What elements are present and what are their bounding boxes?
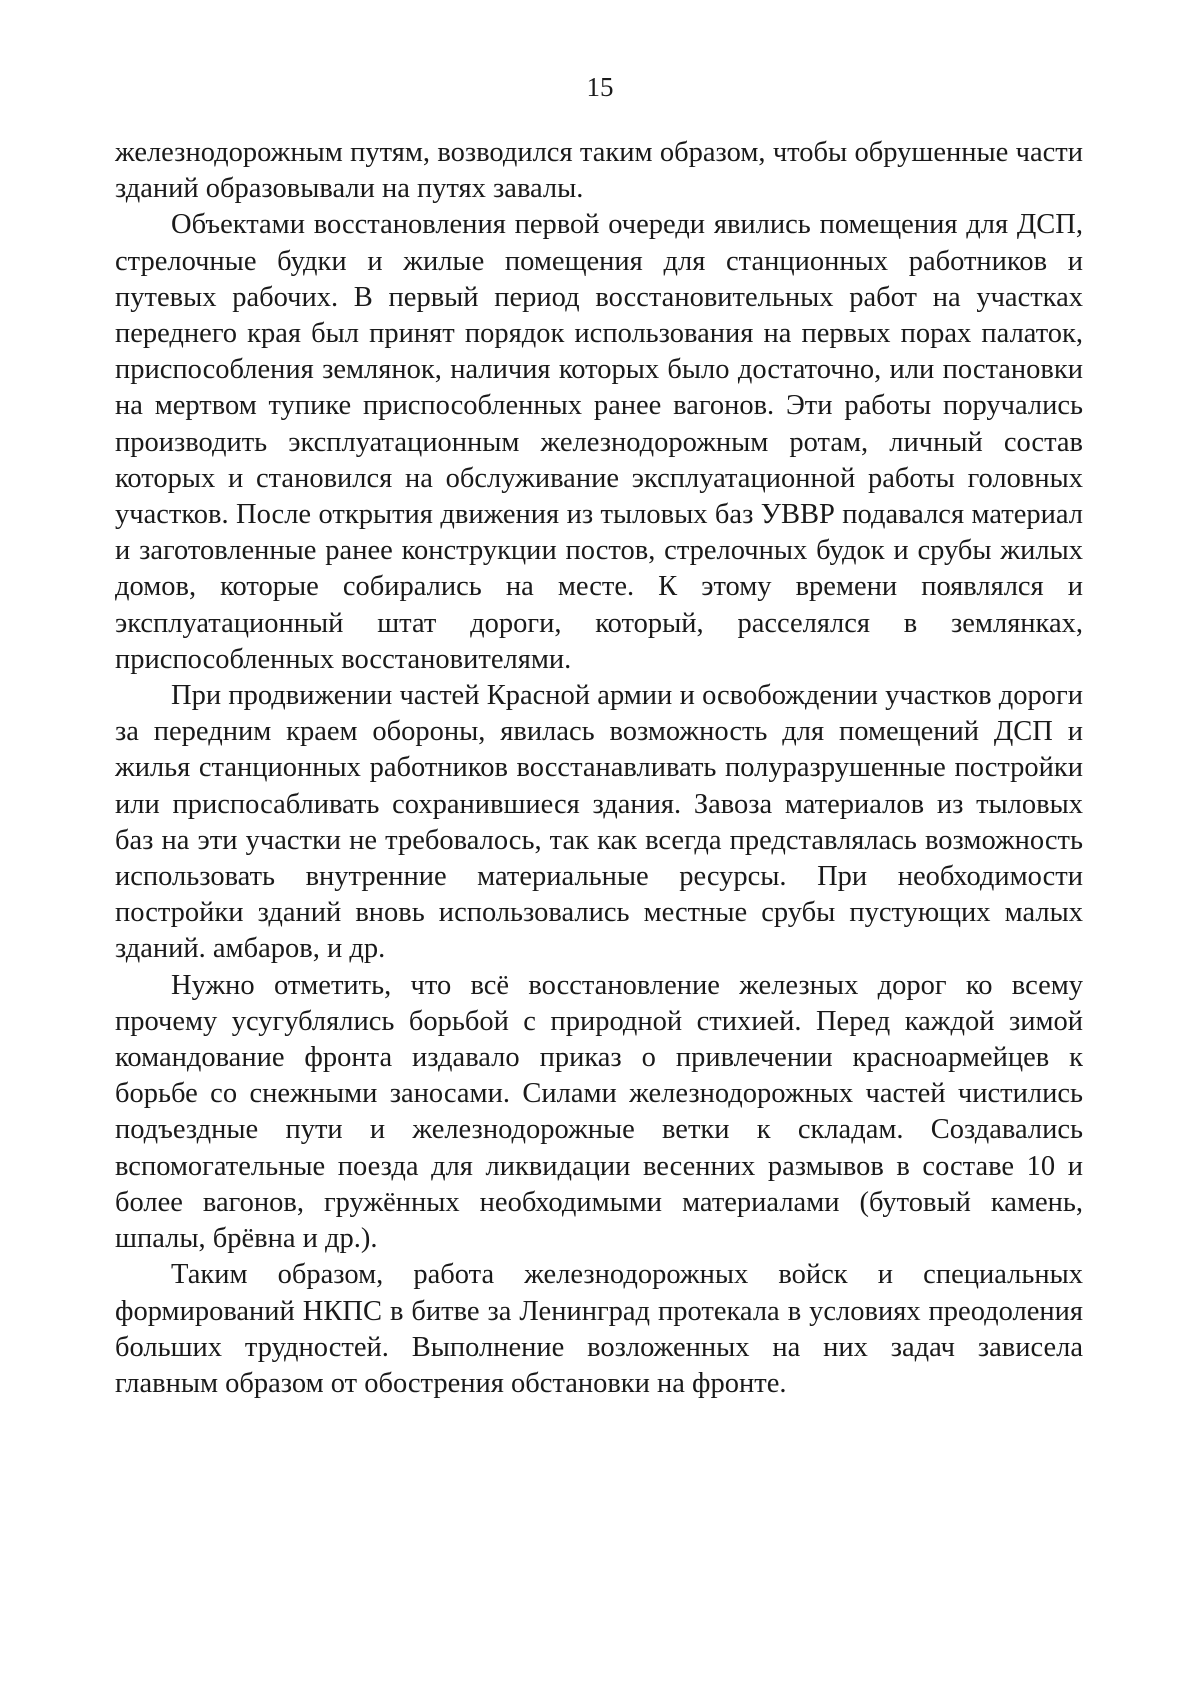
paragraph-continued: железнодорожным путям, возводился таким образом, чтобы обрушенные части зданий образовывали на путях завалы.: [115, 137, 1083, 205]
body-text: [115, 135, 1083, 1402]
paragraph: Объектами восстановления первой очереди явились помещения для ДСП, стрелочные будки и жилые помещения для станционных работников и путевых рабочих. В первый период восстановительных работ на участках переднего края был принят порядок использования на первых порах палаток, приспособления землянок, наличия которых было достаточно, или постановки на мертвом тупике приспособленных ранее вагонов. Эти работы поручались производить эксплуатационным железнодорожным ротам, личный состав которых и становился на обслуживание эксплуатационной работы головных участков. После открытия движения из тыловых баз УВВР подавался материал и заготовленные ранее конструкции постов, стрелочных будок и срубы жилых домов, которые собирались на месте. К этому времени появлялся и эксплуатационный штат дороги, который, расселялся в землянках, приспособленных восстановителями.: [115, 209, 1083, 675]
paragraph: Нужно отметить, что всё восстановление железных дорог ко всему прочему усугублялись борьбой с природной стихией. Перед каждой зимой командование фронта издавало приказ о привлечении красноармейцев к борьбе со снежными заносами. Силами железнодорожных частей чистились подъездные пути и железнодорожные ветки к складам. Создавались вспомогательные поезда для ликвидации весенних размывов в составе 10 и более вагонов, гружённых необходимыми материалами (бутовый камень, шпалы, брёвна и др.).: [115, 969, 1083, 1255]
page-number: 15: [586, 72, 614, 102]
paragraph: При продвижении частей Красной армии и освобождении участков дороги за передним краем обороны, явилась возможность для помещений ДСП и жилья станционных работников восстанавливать полуразрушенные постройки или приспосабливать сохранившиеся здания. Завоза материалов из тыловых баз на эти участки не требовалось, так как всегда представлялась возможность использовать внутренние материальные ресурсы. При необходимости постройки зданий вновь использовались местные срубы пустующих малых зданий. амбаров, и др.: [115, 680, 1083, 965]
paragraph: Таким образом, работа железнодорожных войск и специальных формирований НКПС в битве за Ленинград протекала в условиях преодоления больших трудностей. Выполнение возложенных на них задач зависела главным образом от обострения обстановки на фронте.: [115, 1259, 1083, 1399]
